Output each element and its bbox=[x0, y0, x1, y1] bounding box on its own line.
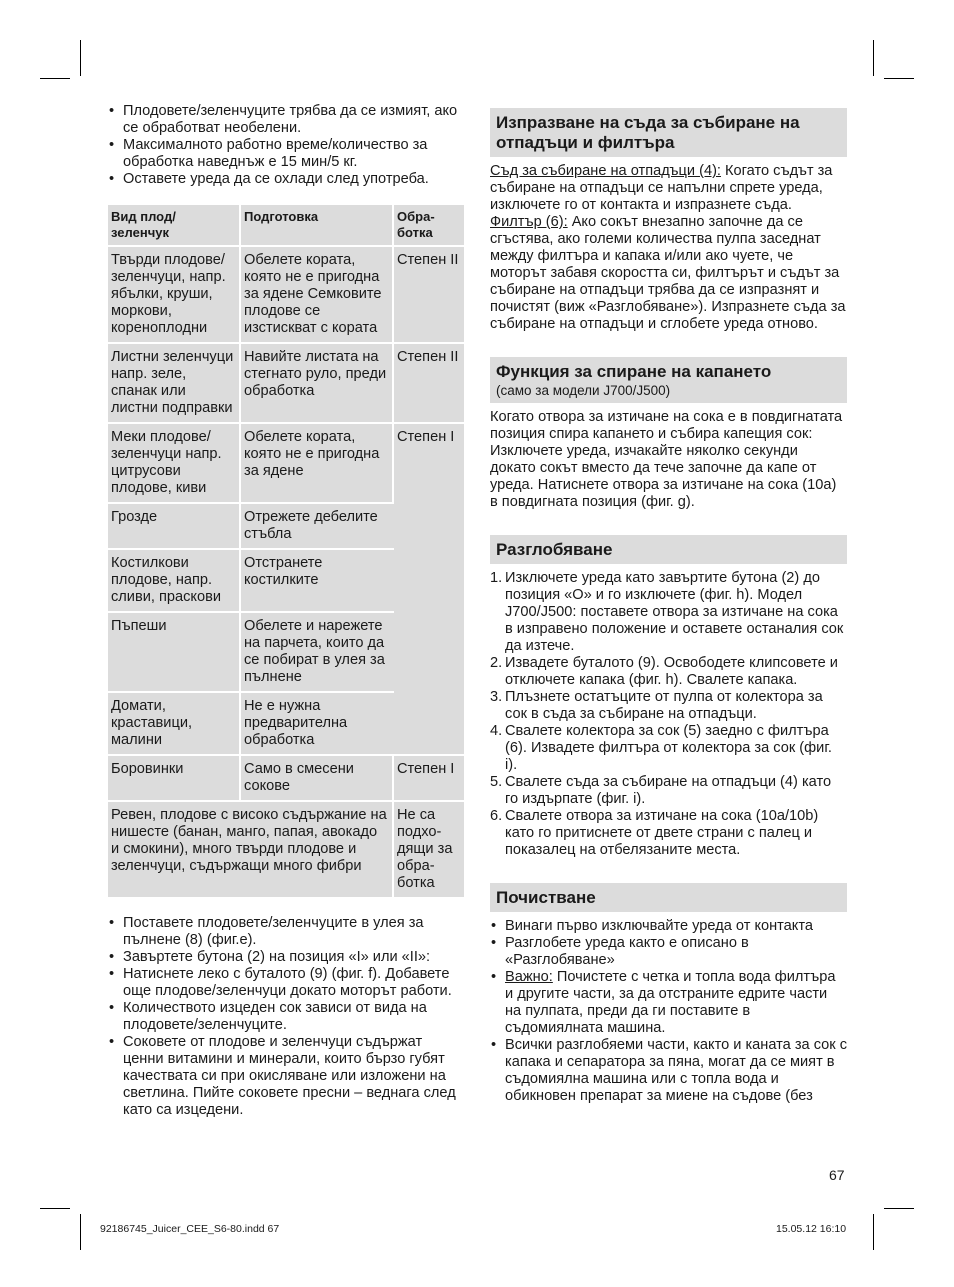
table-cell: Степен II bbox=[394, 344, 464, 424]
crop-mark bbox=[884, 78, 914, 79]
column-header: Подготовка bbox=[241, 205, 394, 247]
cleaning-section bbox=[490, 883, 847, 1105]
list-item: 3. Плъзнете остатъците от пулпа от колектора за сок в съда за събиране на отпадъци. bbox=[490, 689, 823, 722]
table-cell: Не е нужна предварителна обработка bbox=[241, 693, 394, 756]
table-row bbox=[108, 756, 464, 802]
table-row bbox=[108, 247, 464, 344]
footer-date: 15.05.12 16:10 bbox=[776, 1223, 847, 1235]
right-column bbox=[490, 108, 847, 1129]
table-cell: Обелете кората, която не е пригодна за ядене Семковите плодове се изстискват с кората bbox=[241, 247, 394, 344]
list-item: 6. Свалете отвора за изтичане на сока (10a/10b) като го притиснете от двете страни с палец и показалец на отбелязаните места. bbox=[490, 808, 819, 858]
table-cell: Пъпеши bbox=[108, 613, 241, 693]
list-item: • Винаги първо изключвайте уреда от контакта bbox=[490, 918, 847, 935]
column-header: Вид плод/ зеленчук bbox=[108, 205, 241, 247]
crop-mark bbox=[884, 1208, 914, 1209]
page-number: 67 bbox=[829, 1167, 845, 1183]
list-item: 5. Свалете съда за събиране на отпадъци (4) като го издърпате (фиг. i). bbox=[490, 774, 832, 807]
list-item: • Разглобете уреда както е описано в «Разглобяване» bbox=[490, 935, 847, 969]
left-column bbox=[108, 103, 464, 1119]
usage-bullet-list bbox=[108, 915, 464, 1119]
table-cell: Степен II bbox=[394, 247, 464, 344]
table-cell: Листни зеленчуци напр. зеле, спанак или листни подправки bbox=[108, 344, 241, 424]
section-title: Функция за спиране на капането bbox=[496, 362, 772, 381]
crop-mark bbox=[873, 1214, 874, 1250]
term-label: Важно: bbox=[505, 969, 553, 985]
paragraph: Когато отвора за изтичане на сока е в повдигнатата позиция спира капането и събира капещия сок: bbox=[490, 409, 843, 442]
table-cell: Грозде bbox=[108, 504, 241, 550]
table-cell: Твърди плодове/ зеленчуци, напр. ябълки, круши, моркови, кореноплодни bbox=[108, 247, 241, 344]
list-item: 2. Извадете буталото (9). Освободете клипсовете и отключете капака (фиг. h). Свалете капака. bbox=[490, 655, 838, 688]
list-item: • Оставете уреда да се охлади след употреба. bbox=[108, 171, 464, 188]
list-item: • Плодовете/зеленчуците трябва да се измият, ако се обработват необелени. bbox=[108, 103, 464, 137]
crop-mark bbox=[873, 40, 874, 76]
table-cell: Навийте листата на стегнато руло, преди обработка bbox=[241, 344, 394, 424]
paragraph bbox=[490, 214, 847, 333]
table-cell: Степен I bbox=[394, 424, 464, 756]
section-heading bbox=[490, 357, 847, 403]
section-subtitle: (само за модели J700/J500) bbox=[496, 383, 671, 398]
list-item: • Натиснете леко с буталото (9) (фиг. f). Добавете още плодове/зеленчуци докато моторът работи. bbox=[108, 966, 464, 1000]
paragraph: Изключете уреда, изчакайте няколко секунди докато сокът вместо да тече започне да капе от уреда. Натиснете отвора за изтичане на сока (10a) в повдигната позиция (фиг. g). bbox=[490, 443, 837, 510]
cleaning-bullet-list bbox=[490, 918, 847, 1105]
term-label: Филтър (6): bbox=[490, 214, 568, 230]
list-item: • Количеството изцеден сок зависи от вида на плодовете/зеленчуците. bbox=[108, 1000, 464, 1034]
list-item: • Всички разглобяеми части, както и каната за сок с капака и сепаратора за пяна, могат да се мият в съдомиялна машина или с топла вода и обикновен препарат за миене на съдове (без bbox=[490, 1037, 847, 1105]
paragraph-text: Ако сокът внезапно започне да се сгъстява, ако големи количества пулпа заседнат между филтъра и капака и/или ако чуете, че моторът забавя скоростта си, филтърът и съдът за събиране на отпадъци трябва да се изпразнят и почистят (виж «Разглобяване»). Изпразнете съда за събиране на отпадъци и сглобете уреда отново. bbox=[490, 214, 846, 332]
table-cell: Не са подхо-дящи за обра-ботка bbox=[394, 802, 464, 899]
footer-filename: 92186745_Juicer_CEE_S6-80.indd 67 bbox=[100, 1223, 280, 1235]
section-heading: Почистване bbox=[490, 883, 847, 912]
table-cell: Меки плодове/ зеленчуци напр. цитрусови плодове, киви bbox=[108, 424, 241, 504]
paragraph-text: Когато съдът за събиране на отпадъци се напълни спрете уреда, изключете го от контакта и изпразнете съда. bbox=[490, 163, 833, 213]
crop-mark bbox=[40, 78, 70, 79]
list-item: • Соковете от плодове и зеленчуци съдържат ценни витамини и минерали, които бързо губят качествата си при окисляване или изложени на светлина. Пийте соковете пресни – веднага след като са изцедени. bbox=[108, 1034, 464, 1119]
table-cell: Отстранете костилките bbox=[241, 550, 394, 613]
table-cell: Обелете и нарежете на парчета, които да се побират в улея за пълнене bbox=[241, 613, 394, 693]
list-item: • Важно: Почистете с четка и топла вода филтъра и другите части, за да отстраните едрите части на пулпата, преди да ги поставите в съдомиялната машина. bbox=[490, 969, 847, 1037]
term-label: Съд за събиране на отпадъци (4): bbox=[490, 163, 721, 179]
list-item: • Максималното работно време/количество за обработка наведнъж е 15 мин/5 кг. bbox=[108, 137, 464, 171]
table-header-row bbox=[108, 205, 464, 247]
table-cell: Домати, краставици, малини bbox=[108, 693, 241, 756]
table-cell: Обелете кората, която не е пригодна за ядене bbox=[241, 424, 394, 504]
list-item: 1. Изключете уреда като завъртите бутона (2) до позиция «O» и го изключете (фиг. h). Модел J700/J500: поставете отвора за изтичане на сока в изправено положение и оставете останалия сок да изтече. bbox=[490, 570, 844, 654]
crop-mark bbox=[40, 1208, 70, 1209]
table-cell: Отрежете дебелите стъбла bbox=[241, 504, 394, 550]
drip-stop-section bbox=[490, 357, 847, 511]
disassembly-steps bbox=[490, 570, 847, 859]
disassembly-section bbox=[490, 535, 847, 859]
table-row bbox=[108, 802, 464, 899]
section-heading: Разглобяване bbox=[490, 535, 847, 564]
table-cell: Костилкови плодове, напр. сливи, праскови bbox=[108, 550, 241, 613]
emptying-section bbox=[490, 108, 847, 333]
table-cell: Степен I bbox=[394, 756, 464, 802]
table-row bbox=[108, 344, 464, 424]
column-header: Обра-ботка bbox=[394, 205, 464, 247]
table-row bbox=[108, 424, 464, 504]
table-cell: Само в смесени сокове bbox=[241, 756, 394, 802]
section-heading: Изпразване на съда за събиране на отпадъци и филтъра bbox=[490, 108, 847, 157]
paragraph bbox=[490, 163, 847, 214]
table-cell: Ревен, плодове с високо съдържание на нишесте (банан, манго, папая, авокадо и смокини), много твърди плодове и зеленчуци, съдържащи много фибри bbox=[108, 802, 394, 899]
crop-mark bbox=[80, 1214, 81, 1250]
intro-bullet-list bbox=[108, 103, 464, 188]
crop-mark bbox=[80, 40, 81, 76]
list-item: 4. Свалете колектора за сок (5) заедно с филтъра (6). Извадете филтъра от колектора за сок (фиг. i). bbox=[490, 723, 832, 773]
list-item: • Поставете плодовете/зеленчуците в улея за пълнене (8) (фиг.e). bbox=[108, 915, 464, 949]
table-cell: Боровинки bbox=[108, 756, 241, 802]
list-item: • Завъртете бутона (2) на позиция «I» или «II»: bbox=[108, 949, 464, 966]
fruit-preparation-table bbox=[108, 205, 464, 899]
